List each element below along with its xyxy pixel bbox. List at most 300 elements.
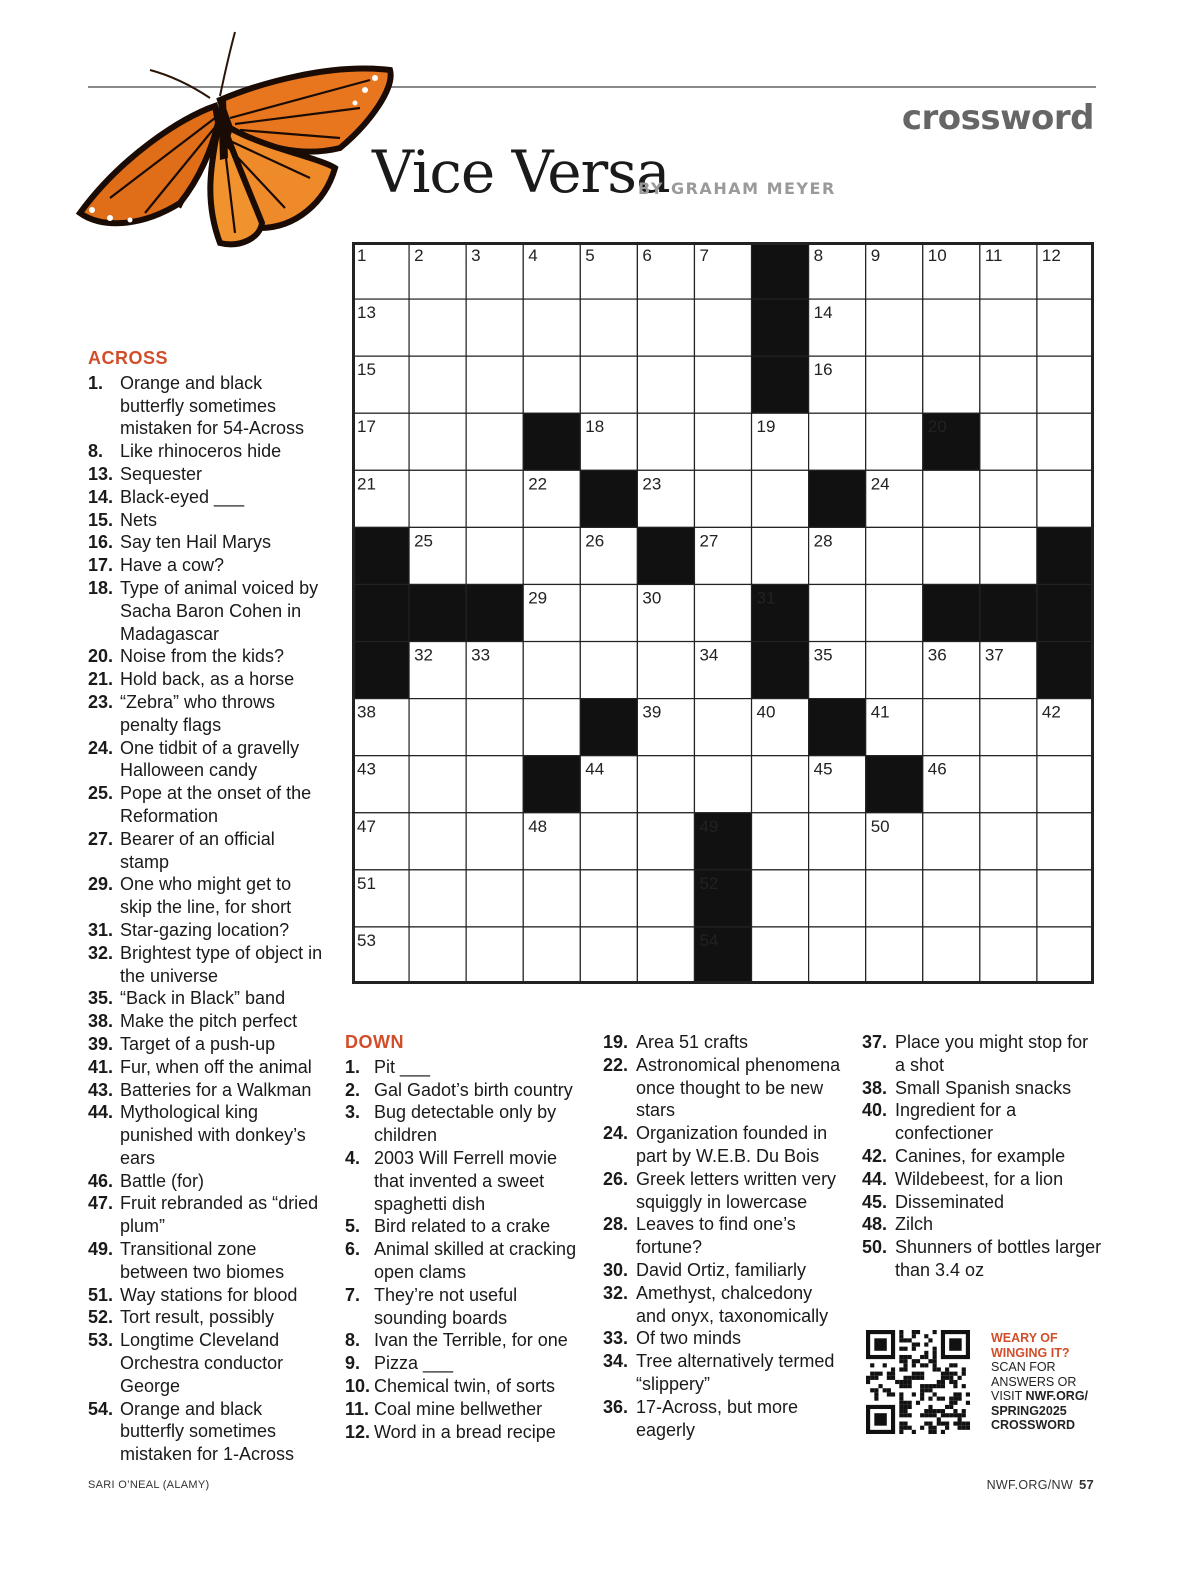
clue-text: Coal mine bellwether: [374, 1398, 543, 1419]
grid-cell[interactable]: [923, 356, 980, 413]
grid-cell[interactable]: [466, 756, 523, 813]
grid-block: [866, 756, 923, 813]
grid-cell[interactable]: [923, 699, 980, 756]
clue-text: Say ten Hail Marys: [120, 532, 272, 553]
cell-number: 16: [813, 360, 833, 380]
grid-cell[interactable]: [637, 642, 694, 699]
clue-number: 10.: [345, 1375, 371, 1396]
grid-cell[interactable]: [694, 299, 751, 356]
promo-line-3: SCAN FOR: [991, 1360, 1056, 1374]
clue-item: [345, 1147, 585, 1215]
grid-cell[interactable]: [980, 527, 1037, 584]
clue-number: 8.: [88, 441, 104, 462]
cell-number: 41: [870, 702, 890, 722]
clue-item: [88, 1170, 328, 1193]
clue-number: 44.: [862, 1168, 888, 1189]
cell-number: 8: [813, 246, 824, 265]
grid-block: [352, 527, 409, 584]
grid-cell[interactable]: [694, 470, 751, 527]
grid-cell[interactable]: [980, 699, 1037, 756]
clue-item: [345, 1329, 585, 1352]
grid-cell[interactable]: [866, 642, 923, 699]
clue-text: They’re not useful sounding boards: [374, 1284, 518, 1328]
grid-cell[interactable]: [752, 756, 809, 813]
clue-text: Battle (for): [120, 1170, 205, 1191]
cell-number: 26: [585, 531, 605, 551]
clue-text: Leaves to find one’s fortune?: [636, 1214, 796, 1258]
clue-number: 46.: [88, 1170, 114, 1191]
clue-text: Transitional zone between two biomes: [120, 1239, 285, 1282]
grid-cell[interactable]: [923, 470, 980, 527]
page-number: 57: [1078, 1477, 1094, 1492]
grid-cell[interactable]: [580, 356, 637, 413]
grid-cell[interactable]: [980, 413, 1037, 470]
cell-number: 24: [870, 474, 890, 494]
grid-cell[interactable]: [409, 870, 466, 927]
grid-cell[interactable]: [752, 527, 809, 584]
section-label: crossword: [901, 98, 1094, 138]
grid-cell[interactable]: [409, 413, 466, 470]
cell-number: 43: [357, 759, 376, 779]
cell-number: 3: [471, 246, 481, 265]
grid-cell[interactable]: [809, 813, 866, 870]
clue-item: [88, 1238, 328, 1284]
grid-cell[interactable]: [409, 813, 466, 870]
grid-cell[interactable]: [980, 870, 1037, 927]
clue-text: Animal skilled at cracking open clams: [374, 1239, 577, 1282]
clue-number: 39.: [88, 1033, 114, 1054]
cell-number: 20: [927, 417, 947, 437]
grid-cell[interactable]: [466, 927, 523, 984]
grid-cell[interactable]: [1037, 413, 1094, 470]
grid-cell[interactable]: [1037, 813, 1094, 870]
grid-cell[interactable]: [809, 413, 866, 470]
clue-item: [88, 463, 328, 486]
grid-cell[interactable]: [866, 356, 923, 413]
clue-text: Disseminated: [895, 1191, 1005, 1212]
clue-item: [862, 1236, 1102, 1282]
clue-item: [88, 486, 328, 509]
grid-cell[interactable]: [866, 527, 923, 584]
clue-number: 7.: [345, 1284, 361, 1305]
clue-number: 41.: [88, 1056, 114, 1077]
clue-text: One who might get to skip the line, for short: [120, 874, 292, 918]
clue-item: [603, 1168, 843, 1214]
grid-cell[interactable]: [637, 356, 694, 413]
clue-number: 45.: [862, 1191, 888, 1212]
grid-cell[interactable]: [980, 927, 1037, 984]
cell-number: 48: [528, 816, 548, 836]
grid-cell[interactable]: [523, 699, 580, 756]
cell-number: 9: [870, 246, 881, 265]
clue-item: [603, 1396, 843, 1442]
clue-item: [88, 691, 328, 737]
grid-cell[interactable]: [866, 870, 923, 927]
grid-block: [466, 584, 523, 641]
clue-item: [603, 1122, 843, 1168]
grid-cell[interactable]: [923, 813, 980, 870]
grid-cell[interactable]: [523, 870, 580, 927]
clue-number: 38.: [862, 1077, 888, 1098]
cell-number: 33: [471, 645, 491, 665]
clue-text: Target of a push-up: [120, 1033, 276, 1054]
clue-number: 5.: [345, 1216, 361, 1237]
grid-cell[interactable]: [1037, 299, 1094, 356]
cell-number: 38: [357, 702, 376, 722]
grid-cell[interactable]: [923, 299, 980, 356]
grid-cell[interactable]: [1037, 356, 1094, 413]
grid-block: [980, 584, 1037, 641]
clue-number: 26.: [603, 1168, 629, 1189]
clue-item: [862, 1191, 1102, 1214]
clue-item: [88, 645, 328, 668]
grid-cell[interactable]: [466, 527, 523, 584]
clue-text: Fur, when off the animal: [120, 1056, 312, 1077]
clue-number: 51.: [88, 1284, 114, 1305]
grid-cell[interactable]: [809, 927, 866, 984]
grid-cell[interactable]: [752, 470, 809, 527]
clue-text: Mythological king punished with donkey’s ears: [120, 1102, 306, 1168]
grid-cell[interactable]: [980, 756, 1037, 813]
grid-cell[interactable]: [580, 299, 637, 356]
clue-number: 42.: [862, 1145, 888, 1166]
cell-number: 47: [357, 816, 376, 836]
cell-number: 21: [357, 474, 376, 494]
cell-number: 39: [642, 702, 662, 722]
grid-block: [1037, 584, 1094, 641]
clue-number: 54.: [88, 1398, 114, 1419]
cell-number: 19: [756, 417, 776, 437]
clue-item: [88, 737, 328, 783]
cell-number: 51: [357, 873, 376, 893]
cell-number: 11: [984, 246, 1003, 265]
clue-text: Bearer of an official stamp: [120, 828, 275, 872]
grid-cell[interactable]: [523, 927, 580, 984]
grid-block: [409, 584, 466, 641]
clue-text: Noise from the kids?: [120, 646, 285, 667]
grid-cell[interactable]: [637, 299, 694, 356]
grid-cell[interactable]: [637, 927, 694, 984]
clue-item: [88, 1284, 328, 1307]
clue-number: 43.: [88, 1079, 114, 1100]
clue-number: 8.: [345, 1330, 361, 1351]
grid-block: [752, 242, 809, 299]
clue-item: [345, 1421, 585, 1444]
grid-cell[interactable]: [580, 584, 637, 641]
clue-item: [88, 440, 328, 463]
byline: BY GRAHAM MEYER: [638, 179, 836, 198]
clue-text: Orange and black butterfly sometimes mistaken for 54-Across: [120, 372, 305, 439]
clue-item: [88, 1329, 328, 1397]
grid-block: [580, 470, 637, 527]
cell-number: 36: [927, 645, 947, 665]
clue-item: [345, 1101, 585, 1147]
grid-cell[interactable]: [637, 756, 694, 813]
site-url[interactable]: NWF.ORG/NW: [986, 1478, 1073, 1492]
grid-cell[interactable]: [409, 927, 466, 984]
grid-cell[interactable]: [923, 527, 980, 584]
clue-number: 3.: [345, 1102, 361, 1123]
grid-cell[interactable]: [466, 356, 523, 413]
grid-cell[interactable]: [809, 584, 866, 641]
clue-item: [603, 1031, 843, 1054]
clue-item: [345, 1352, 585, 1375]
cell-number: 49: [699, 816, 719, 836]
grid-cell[interactable]: [523, 642, 580, 699]
grid-cell[interactable]: [409, 356, 466, 413]
clue-item: [345, 1079, 585, 1102]
grid-cell[interactable]: [466, 299, 523, 356]
grid-cell[interactable]: [980, 813, 1037, 870]
clue-text: Of two minds: [636, 1328, 742, 1349]
clue-number: 32.: [88, 942, 114, 963]
clue-text: One tidbit of a gravelly Halloween candy: [120, 737, 300, 781]
clue-item: [345, 1284, 585, 1330]
grid-cell[interactable]: [923, 870, 980, 927]
clue-number: 12.: [345, 1421, 371, 1442]
grid-cell[interactable]: [752, 927, 809, 984]
clue-number: 11.: [345, 1398, 370, 1419]
clue-number: 19.: [603, 1032, 629, 1052]
grid-cell[interactable]: [523, 527, 580, 584]
clue-number: 27.: [88, 828, 114, 849]
grid-cell[interactable]: [466, 870, 523, 927]
grid-cell[interactable]: [809, 870, 866, 927]
grid-cell[interactable]: [1037, 927, 1094, 984]
cell-number: 28: [813, 531, 833, 551]
clue-text: 17-Across, but more eagerly: [636, 1396, 799, 1440]
clue-number: 16.: [88, 532, 114, 553]
answers-promo: [991, 1331, 1101, 1433]
clue-item: [862, 1145, 1102, 1168]
cell-number: 52: [699, 873, 719, 893]
cell-number: 31: [756, 588, 776, 608]
clue-number: 23.: [88, 691, 114, 712]
clue-number: 15.: [88, 509, 114, 530]
cell-number: 1: [357, 246, 367, 265]
cell-number: 50: [870, 816, 890, 836]
clue-text: Gal Gadot’s birth country: [374, 1079, 573, 1100]
cell-number: 54: [699, 930, 719, 950]
clue-number: 9.: [345, 1353, 361, 1374]
cell-number: 14: [813, 303, 833, 323]
cell-number: 10: [927, 246, 947, 265]
clue-number: 13.: [88, 463, 114, 484]
clue-number: 1.: [345, 1056, 361, 1077]
grid-cell[interactable]: [466, 699, 523, 756]
clue-item: [88, 1079, 328, 1102]
clue-item: [88, 531, 328, 554]
grid-cell[interactable]: [980, 356, 1037, 413]
down-clues-column-3: [862, 1031, 1102, 1282]
grid-cell[interactable]: [866, 413, 923, 470]
clue-number: 35.: [88, 988, 114, 1009]
clue-text: Shunners of bottles larger than 3.4 oz: [895, 1237, 1102, 1280]
grid-cell[interactable]: [580, 642, 637, 699]
grid-cell[interactable]: [409, 299, 466, 356]
across-clues: [88, 347, 328, 1466]
grid-block: [752, 299, 809, 356]
promo-line-1: WEARY OF: [991, 1331, 1058, 1345]
clue-item: [88, 509, 328, 532]
grid-cell[interactable]: [694, 413, 751, 470]
grid-cell[interactable]: [1037, 756, 1094, 813]
clue-item: [88, 782, 328, 828]
cell-number: 4: [528, 246, 538, 265]
clue-text: Tort result, possibly: [120, 1307, 275, 1328]
promo-url-1[interactable]: NWF.ORG/: [1025, 1389, 1089, 1403]
grid-block: [752, 642, 809, 699]
clue-number: 49.: [88, 1239, 114, 1260]
across-heading: ACROSS: [88, 348, 169, 368]
cell-number: 44: [585, 759, 605, 779]
grid-cell[interactable]: [1037, 870, 1094, 927]
clue-number: 29.: [88, 874, 114, 895]
crossword-grid[interactable]: [352, 242, 1094, 984]
clue-number: 28.: [603, 1214, 629, 1235]
grid-block: [809, 470, 866, 527]
grid-cell[interactable]: [580, 927, 637, 984]
clue-item: [603, 1350, 843, 1396]
clue-item: [88, 1192, 328, 1238]
clue-text: Bird related to a crake: [374, 1216, 551, 1237]
grid-cell[interactable]: [637, 813, 694, 870]
down-clues-column-1: [345, 1031, 585, 1443]
cell-number: 15: [357, 360, 376, 380]
clue-text: 2003 Will Ferrell movie that invented a sweet spaghetti dish: [374, 1147, 558, 1214]
clue-item: [603, 1213, 843, 1259]
clue-text: Canines, for example: [895, 1145, 1066, 1166]
clue-item: [603, 1054, 843, 1122]
clue-item: [88, 577, 328, 645]
down-clues-column-2: [603, 1031, 843, 1441]
clue-number: 31.: [88, 919, 114, 940]
clue-item: [88, 668, 328, 691]
clue-item: [345, 1056, 585, 1079]
clue-number: 48.: [862, 1214, 888, 1235]
clue-number: 30.: [603, 1259, 629, 1280]
clue-number: 21.: [88, 669, 114, 690]
grid-cell[interactable]: [523, 356, 580, 413]
clue-text: Pit ___: [374, 1056, 431, 1077]
clue-item: [603, 1282, 843, 1328]
grid-cell[interactable]: [923, 927, 980, 984]
clue-text: David Ortiz, familiarly: [636, 1259, 807, 1280]
cell-number: 46: [927, 759, 947, 779]
clue-number: 40.: [862, 1100, 888, 1121]
clue-text: Ivan the Terrible, for one: [374, 1330, 568, 1351]
clue-text: Wildebeest, for a lion: [895, 1168, 1064, 1189]
clue-number: 18.: [88, 577, 114, 598]
clue-number: 6.: [345, 1239, 361, 1260]
cell-number: 34: [699, 645, 719, 665]
clue-text: Bug detectable only by children: [374, 1102, 557, 1146]
grid-cell[interactable]: [866, 927, 923, 984]
grid-cell[interactable]: [752, 813, 809, 870]
page-title: Vice Versa: [372, 138, 670, 206]
promo-line-2: WINGING IT?: [991, 1345, 1070, 1360]
grid-cell[interactable]: [466, 470, 523, 527]
clue-item: [88, 828, 328, 874]
promo-line-4: ANSWERS OR: [991, 1374, 1077, 1389]
butterfly-image: [70, 28, 400, 258]
grid-cell[interactable]: [694, 699, 751, 756]
clue-text: Batteries for a Walkman: [120, 1079, 312, 1100]
grid-block: [1037, 642, 1094, 699]
clue-item: [88, 942, 328, 988]
grid-cell[interactable]: [523, 299, 580, 356]
grid-cell[interactable]: [580, 870, 637, 927]
grid-cell[interactable]: [409, 470, 466, 527]
clue-item: [345, 1398, 585, 1421]
grid-cell[interactable]: [694, 756, 751, 813]
clue-number: 14.: [88, 486, 114, 507]
clue-text: Type of animal voiced by Sacha Baron Cohen in Madagascar: [120, 577, 319, 644]
clue-text: Orange and black butterfly sometimes mistaken for 1-Across: [120, 1398, 295, 1465]
clue-item: [345, 1238, 585, 1284]
clue-item: [88, 1010, 328, 1033]
cell-number: 53: [357, 930, 376, 950]
grid-cell[interactable]: [637, 870, 694, 927]
grid-cell[interactable]: [752, 870, 809, 927]
clue-item: [88, 987, 328, 1010]
grid-block: [809, 699, 866, 756]
clue-text: Nets: [120, 509, 158, 530]
promo-url-2[interactable]: SPRING2025: [991, 1403, 1067, 1418]
clue-text: Make the pitch perfect: [120, 1011, 298, 1032]
clue-text: Sequester: [120, 463, 203, 484]
clue-item: [88, 372, 328, 440]
cell-number: 22: [528, 474, 548, 494]
grid-cell[interactable]: [637, 413, 694, 470]
clue-number: 38.: [88, 1011, 114, 1032]
grid-cell[interactable]: [409, 756, 466, 813]
clue-number: 24.: [88, 737, 114, 758]
clue-text: Black-eyed ___: [120, 486, 245, 507]
grid-block: [923, 584, 980, 641]
clue-number: 34.: [603, 1351, 629, 1372]
clue-text: Way stations for blood: [120, 1284, 298, 1305]
clue-text: Amethyst, chalcedony and onyx, taxonomically: [636, 1282, 829, 1326]
clue-number: 1.: [88, 372, 104, 393]
grid-cell[interactable]: [1037, 470, 1094, 527]
cell-number: 45: [813, 759, 833, 779]
grid-cell[interactable]: [980, 470, 1037, 527]
grid-cell[interactable]: [866, 299, 923, 356]
clue-text: Like rhinoceros hide: [120, 441, 282, 462]
grid-cell[interactable]: [694, 584, 751, 641]
grid-cell[interactable]: [694, 356, 751, 413]
grid-cell[interactable]: [466, 413, 523, 470]
clue-text: Place you might stop for a shot: [895, 1032, 1089, 1075]
qr-code-icon[interactable]: [866, 1330, 970, 1434]
clue-item: [862, 1213, 1102, 1236]
grid-cell[interactable]: [866, 584, 923, 641]
clue-item: [88, 919, 328, 942]
grid-block: [352, 584, 409, 641]
clue-text: Hold back, as a horse: [120, 669, 295, 690]
grid-cell[interactable]: [466, 813, 523, 870]
clue-item: [88, 1306, 328, 1329]
grid-cell[interactable]: [580, 813, 637, 870]
grid-cell[interactable]: [409, 699, 466, 756]
grid-cell[interactable]: [980, 299, 1037, 356]
clue-item: [88, 1101, 328, 1169]
promo-url-3[interactable]: CROSSWORD: [991, 1418, 1076, 1432]
clue-number: 47.: [88, 1193, 114, 1214]
clue-number: 24.: [603, 1123, 629, 1144]
cell-number: 25: [414, 531, 433, 551]
